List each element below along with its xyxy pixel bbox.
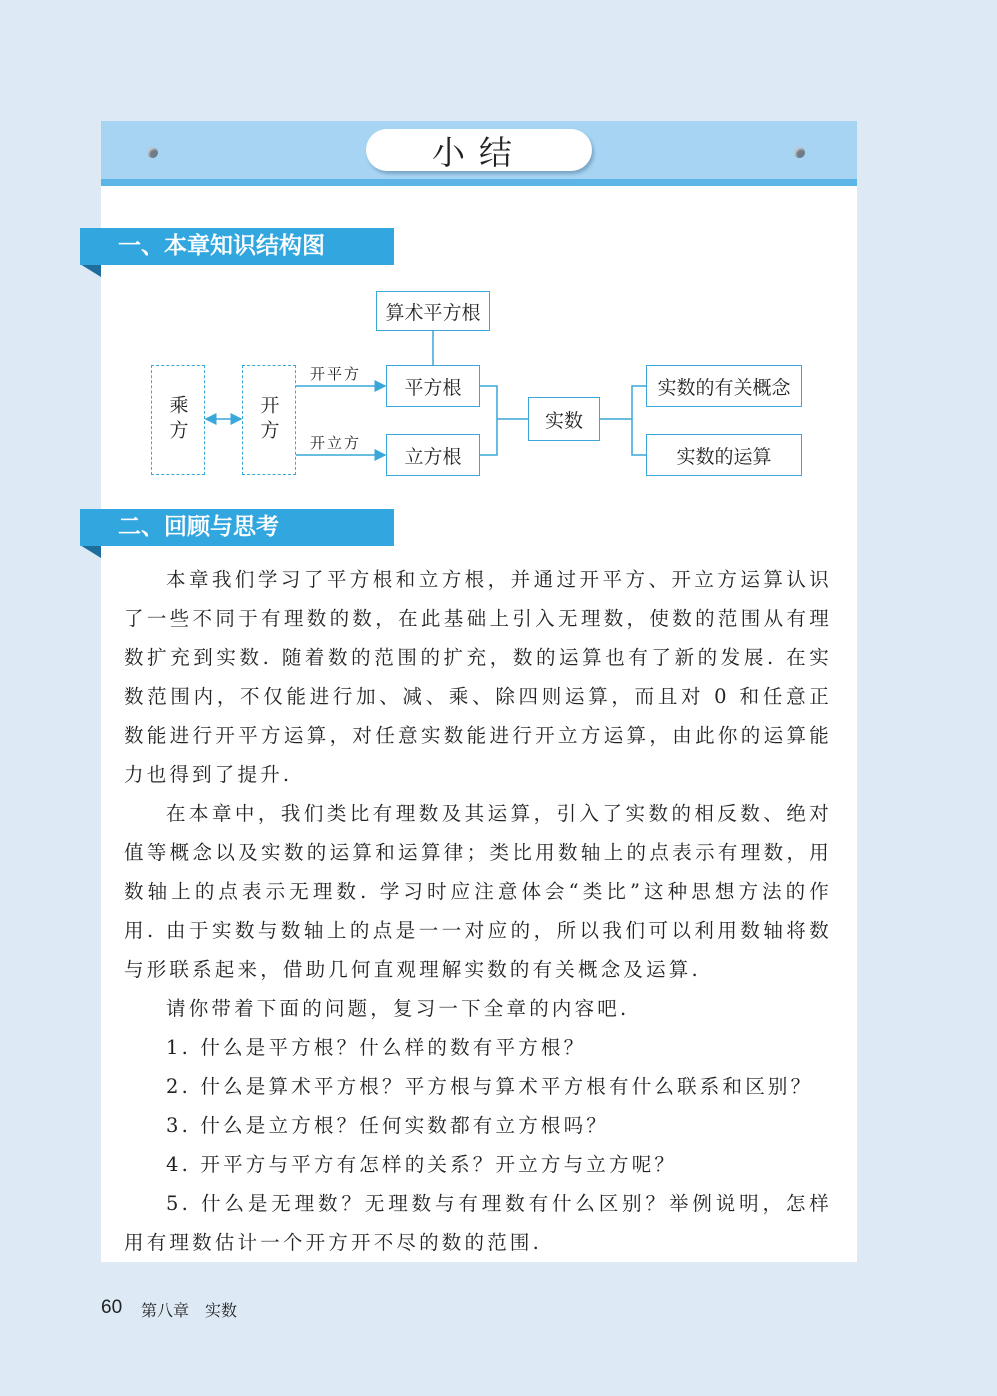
node-lifanggen: 立方根 bbox=[386, 434, 480, 476]
paragraph-2: 在本章中，我们类比有理数及其运算，引入了实数的相反数、绝对值等概念以及实数的运算和运算律；类比用数轴上的点表示有理数，用数轴上的点表示无理数. 学习时应注意体会“类比”这种思想方法的作用. 由于实数与数轴上的点是一一对应的，所以我们可以利用数轴将数与形联系起来，借助几何直观理解实数的有关概念及运算. bbox=[124, 802, 832, 981]
label-kailifang: 开立方 bbox=[310, 434, 362, 452]
node-gainian: 实数的有关概念 bbox=[646, 365, 802, 407]
question-1: 1. 什么是平方根？什么样的数有平方根？ bbox=[166, 1036, 587, 1059]
node-chengfang-label: 乘方 bbox=[166, 395, 189, 445]
question-4: 4. 开平方与平方有怎样的关系？开立方与立方呢？ bbox=[166, 1153, 678, 1176]
node-chengfang bbox=[151, 365, 205, 475]
label-kaipingfang: 开平方 bbox=[310, 365, 362, 383]
node-suanshu-pingfanggen: 算术平方根 bbox=[376, 291, 490, 331]
question-5: 5. 什么是无理数？无理数与有理数有什么区别？举例说明，怎样用有理数估计一个开方开不尽的数的范围. bbox=[124, 1192, 832, 1254]
node-yunsuan: 实数的运算 bbox=[646, 434, 802, 476]
node-shishu: 实数 bbox=[528, 397, 600, 441]
knowledge-structure-diagram bbox=[0, 0, 997, 520]
question-2: 2. 什么是算术平方根？平方根与算术平方根有什么联系和区别？ bbox=[166, 1075, 814, 1098]
node-pingfanggen: 平方根 bbox=[386, 365, 480, 407]
chapter-title: 第八章 实数 bbox=[141, 1301, 238, 1320]
page-number: 60 bbox=[101, 1297, 123, 1318]
question-3: 3. 什么是立方根？任何实数都有立方根吗？ bbox=[166, 1114, 610, 1137]
bracket-left bbox=[480, 386, 497, 455]
diagram-connectors bbox=[0, 0, 997, 520]
paragraph-3: 请你带着下面的问题，复习一下全章的内容吧. bbox=[166, 997, 630, 1020]
page-title: 小结 bbox=[366, 129, 592, 171]
bracket-right bbox=[632, 386, 646, 455]
node-kaifang bbox=[242, 365, 296, 475]
section-heading-structure: 一、本章知识结构图 bbox=[80, 228, 394, 265]
paragraph-1: 本章我们学习了平方根和立方根，并通过开平方、开立方运算认识了一些不同于有理数的数，在此基础上引入无理数，使数的范围从有理数扩充到实数. 随着数的范围的扩充，数的运算也有了新的发展. 在实数范围内，不仅能进行加、减、乘、除四则运算，而且对 0 和任意正数能进行开平方运算，对任意实数能进行开立方运算，由此你的运算能力也得到了提升. bbox=[124, 568, 832, 786]
section-fold-icon bbox=[80, 545, 101, 558]
node-kaifang-label: 开方 bbox=[257, 395, 280, 445]
section-heading-review: 二、回顾与思考 bbox=[80, 509, 394, 546]
